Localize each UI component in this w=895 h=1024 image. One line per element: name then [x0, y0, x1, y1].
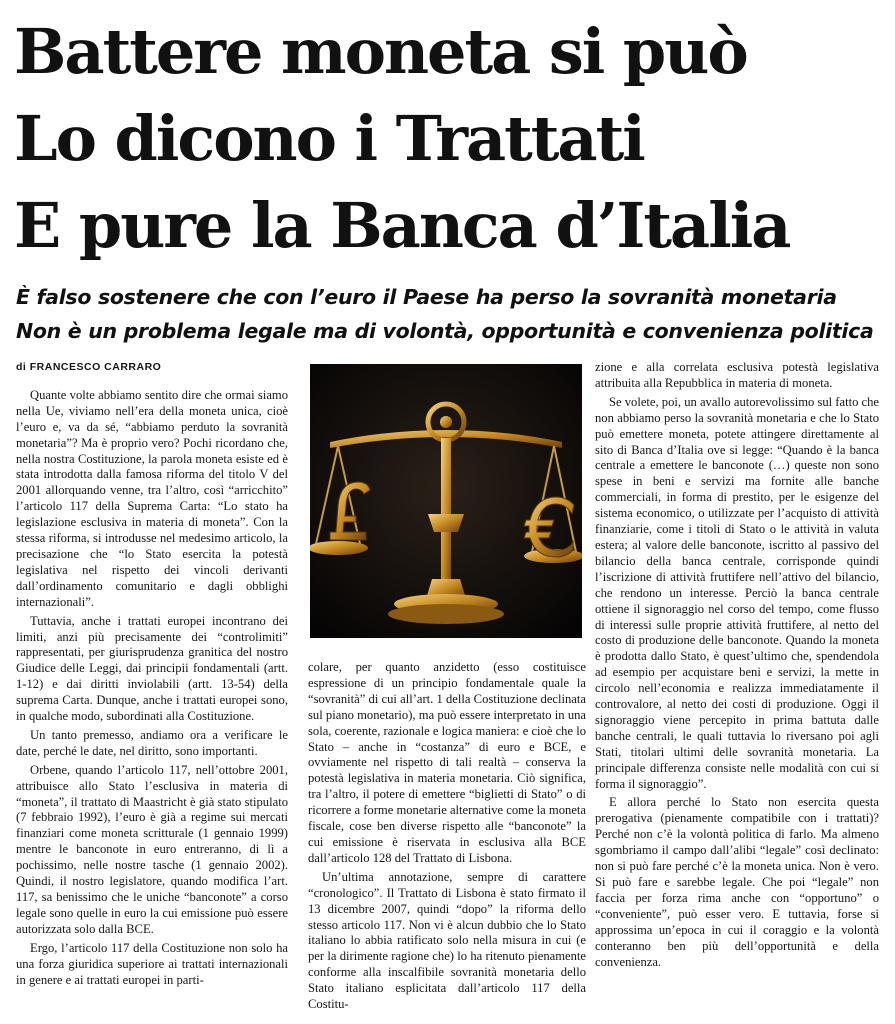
headline-line-3: E pure la Banca d’Italia [14, 189, 790, 262]
paragraph: Un’ultima annotazione, sempre di carattere “cronologico”. Il Trattato di Lisbona è stato firmato il 13 dicembre 2007, quindi “dopo” la riforma dello stesso articolo 117. Non vi è alcun dubbio che lo Stato italiano lo abbia ratificato solo nella misura in cui (e per la dirimente ragione che) lo ha ritenuto pienamente conforme alla inscalfibile sovranità monetaria dello Stato italiano esplicitata dall’articolo 117 della Costitu- [308, 869, 586, 1012]
article-column-2 [308, 660, 586, 1013]
paragraph: Un tanto premesso, andiamo ora a verificare le date, perché le date, nel diritto, sono importanti. [16, 727, 288, 758]
byline: di FRANCESCO CARRARO [16, 361, 162, 373]
paragraph: Quante volte abbiamo sentito dire che ormai siamo nella Ue, viviamo nell’era della moneta unica, cioè l’euro e, va da sé, “abbiamo perduto la sovranità monetaria”? Ma è proprio vero? Pochi ricordano che, nella nostra Costituzione, la parola moneta esiste ed è stata introdotta dalla famosa riforma del titolo V del 2001 allorquando venne, tra l’altro, così “arricchito” l’articolo 117 della Suprema Carta: “Lo stato ha legislazione esclusiva in materia di moneta”. Con la stessa riforma, si introdusse nel medesimo articolo, la precisazione che “lo Stato esercita la potestà legislativa nel rispetto dei vincoli derivanti dall’ordinamento comunitario e dagli obblighi internazionali”. [16, 387, 288, 609]
paragraph: E allora perché lo Stato non esercita questa prerogativa (pienamente compatibile con i trattati)? Perché non c’è la volontà politica di farlo. Ma almeno sgombriamo il campo dall’alibi “legale” così declinato: non si può fare perché c’è la moneta unica. Non è vero. Si può fare e sarebbe legale. Che poi “legale” non faccia per forza rima anche con “opportuno” o “conveniente”, può esser vero. E tuttavia, forse si approssima un’epoca in cui il coraggio e la volontà conteranno ben più dell’opportunità e della convenienza. [595, 795, 879, 969]
paragraph: colare, per quanto anzidetto (esso costituisce espressione di un principio fondamentale quale la “sovranità” di cui all’art. 1 della Costituzione declinata sul piano monetario), ma può essere interpretato in una sola, coerente, razionale e logica maniera: e cioè che lo Stato – anche in “costanza” di euro e BCE, e ovviamente nel rispetto di tali realtà – conserva la potestà legislativa in materia monetaria. Ciò significa, tra l’altro, il potere di emettere “biglietti di Stato” o di ricorrere a forme monetarie alternative come la moneta fiscale, cose ben diverse rispetto alle “banconote” la cui emissione è riservata in esclusiva alla BCE dall’articolo 128 del Trattato di Lisbona. [308, 660, 586, 865]
article-column-1 [16, 360, 288, 988]
paragraph: zione e alla correlata esclusiva potestà legislativa attribuita alla Repubblica in materia di moneta. [595, 360, 879, 390]
paragraph: Se volete, poi, un avallo autorevolissimo sul fatto che non abbiamo perso la sovranità monetaria e che lo Stato può emettere moneta, potete attingere direttamente al sito di Banca d’Italia ove si legge: “Quando è la banca centrale a emettere le banconote (…) queste non sono spese in beni e servizi ma fornite alle banche commerciali, in forma di prestito, per le esigenze del sistema economico, o utilizzate per l’acquisto di attività finanziarie, come i titoli di Stato o le attività in valuta estera; al valore delle banconote, iscritto al passivo del bilancio della banca centrale, corrisponde quindi l’iscrizione di attività fruttifere nell’attivo del bilancio, che rendono un interesse. Perciò la banca centrale ottiene il signoraggio nel corso del tempo, come flusso di interessi sulle proprie attività fruttifere, al netto del costo di produzione delle banconote. Quando la moneta è prodotta dallo Stato, è quest’ultimo che, spendendola ad esempio per acquistare beni e servizi, la mette in circolo nell’economia e realizza immediatamente il controvalore, al netto dei costi di produzione. Oggi il signoraggio viene percepito in prima battuta dalle banche centrali, le quali tuttavia lo riversano poi agli Stati, titolari ultimi delle sovranità monetaria. La principale differenza consiste nelle modalità con cui si forma il signoraggio”. [595, 394, 880, 791]
paragraph: Tuttavia, anche i trattati europei incontrano dei limiti, anzi più precisamente dei “controlimiti” rappresentati, per giurisprudenza granitica del nostro Giudice delle Leggi, dai principii fondamentali (artt. 1-12) e dai diritti inviolabili (artt. 13-54) della suprema Carta. Dunque, anche i trattati europei sono, in qualche modo, subordinati alla Costituzione. [16, 613, 288, 724]
subheadline-line-2: Non è un problema legale ma di volontà, opportunità e convenienza politica [16, 319, 874, 343]
headline-line-2: Lo dicono i Trattati [14, 102, 644, 175]
headline-line-1: Battere moneta si può [14, 15, 747, 88]
subheadline [16, 280, 886, 348]
article-column-3 [595, 360, 879, 970]
subheadline-line-1: È falso sostenere che con l’euro il Paese ha perso la sovranità monetaria [16, 285, 837, 309]
photo-scale-pound-euro [310, 364, 582, 638]
headline [14, 8, 884, 269]
paragraph: Orbene, quando l’articolo 117, nell’ottobre 2001, attribuisce allo Stato l’esclusiva in materia di “moneta”, il trattato di Maastricht è già stato stipulato (7 febbraio 1992), l’euro è già a regime sui mercati finanziari come moneta scritturale (1 gennaio 1999) mentre le banconote in euro entreranno, di lì a pochissimo, nelle nostre tasche (1 gennaio 2002). Quindi, il nostro legislatore, quando modifica l’art. 117, sa benissimo che le uniche “banconote” a corso legale sono quelle in euro la cui emissione può essere autorizzata solo dalla BCE. [16, 762, 288, 936]
paragraph: Ergo, l’articolo 117 della Costituzione non solo ha una forza giuridica superiore ai trattati internazionali in genere e ai trattati europei in parti- [16, 940, 288, 987]
